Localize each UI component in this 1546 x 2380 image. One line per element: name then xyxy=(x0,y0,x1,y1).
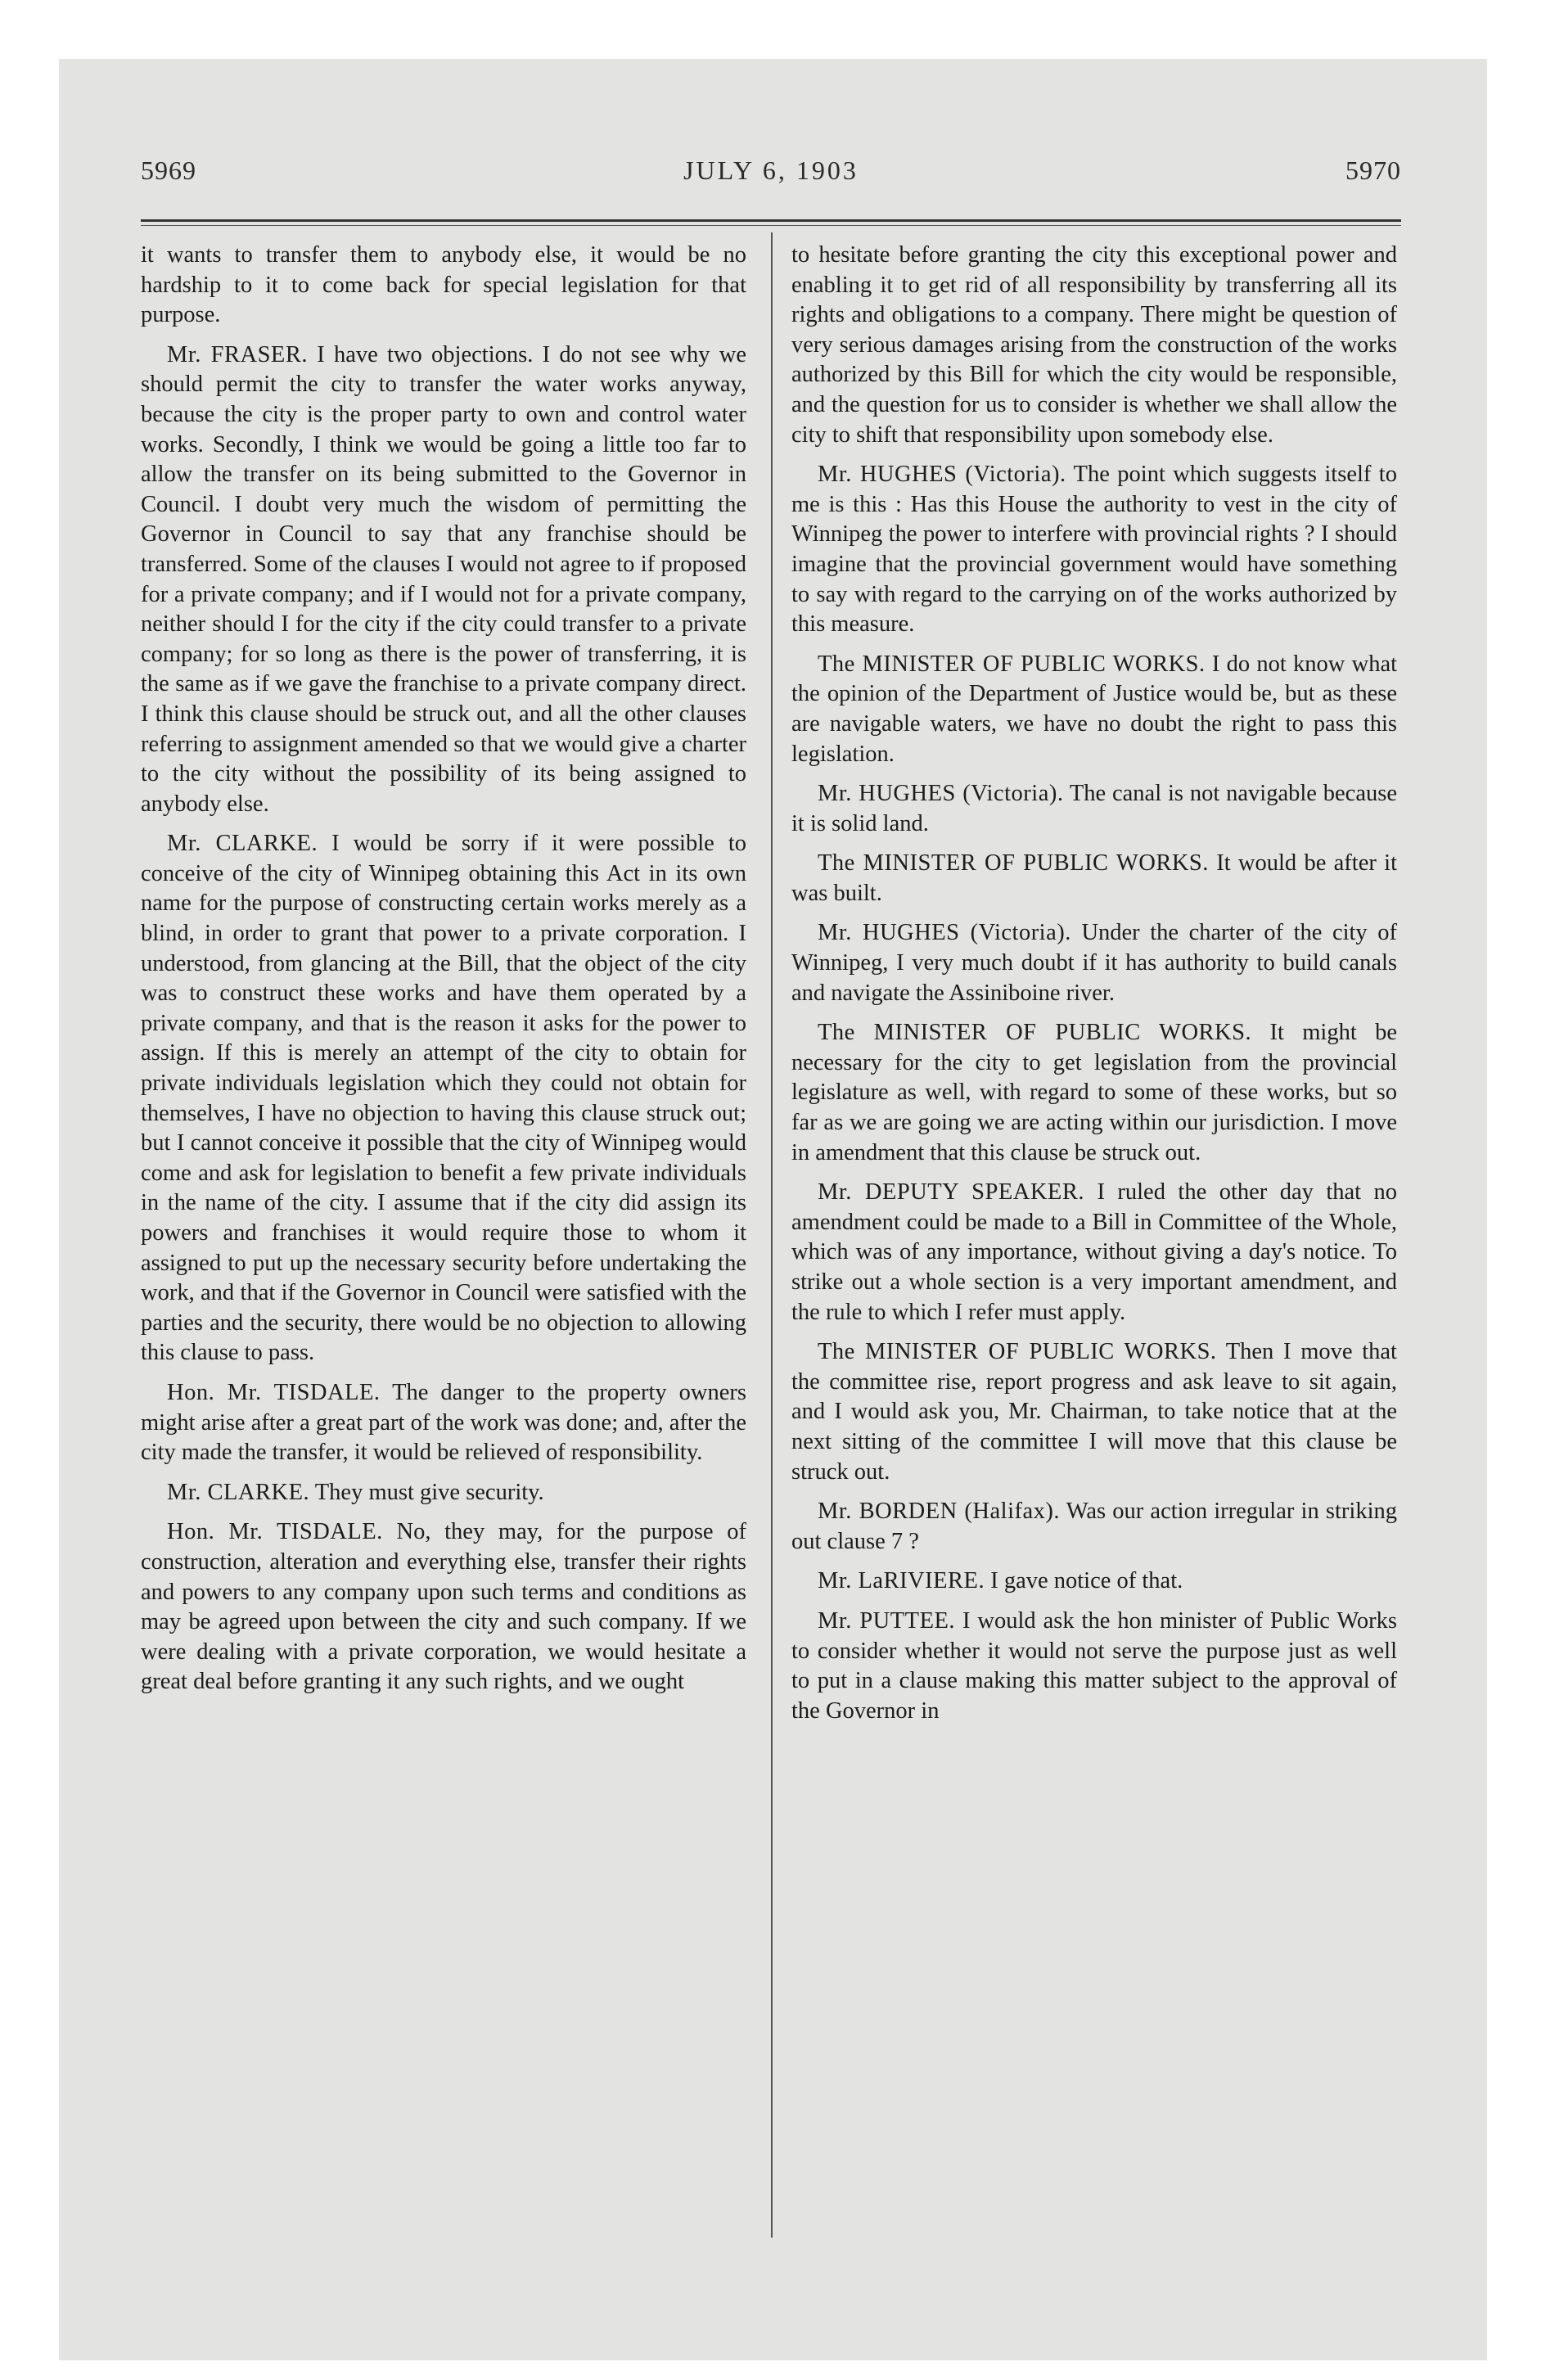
speech-text: Then I move that the committee rise, report progress and ask leave to sit again, and I would ask you, Mr. Chairman, to take notice that at the next sitting of the committee I will move that this clause be struck out. xyxy=(791,1339,1397,1485)
speech-text: No, they may, for the purpose of construction, alteration and everything else, transfer their rights and powers to any company upon such terms and conditions as may be agreed upon between the city and such company. If we were dealing with a private corporation, we would hesitate a great deal before granting it any such rights, and we ought xyxy=(141,1519,747,1695)
speech xyxy=(141,1378,746,1468)
speech xyxy=(791,779,1397,839)
header-rule-thin xyxy=(141,225,1401,226)
speaker-name: Mr. LaRIVIERE. xyxy=(818,1568,985,1594)
page-number-left: 5969 xyxy=(141,156,196,185)
speaker-name: Mr. HUGHES (Victoria). xyxy=(818,462,1066,488)
header-rule xyxy=(141,219,1401,222)
column-divider xyxy=(771,232,773,2238)
speech-text: It might be necessary for the city to get legislation from the provincial legislature as well, with regard to some of these works, but so far as we are going we are acting within our jurisdiction. I move in amendment that this clause be struck out. xyxy=(791,1020,1397,1165)
paragraph-text: to hesitate before granting the city this exceptional power and enabling it to get rid of all responsibility by transferring all its rights and obligations to a company. There might be question of very serious damages arising from the construction of the works authorized by this Bill for which the city would be responsible, and the question for us to consider is whether we shall allow the city to shift that responsibility upon somebody else. xyxy=(791,242,1397,448)
speech xyxy=(791,1497,1397,1557)
speech-text: The danger to the property owners might arise after a great part of the work was done; and, after the city made the transfer, it would be relieved of responsibility. xyxy=(141,1379,746,1466)
speaker-name: Mr. BORDEN (Halifax). xyxy=(818,1499,1061,1525)
paragraph xyxy=(141,241,746,331)
speaker-name: Mr. CLARKE. xyxy=(167,1479,310,1505)
speech-text: I would be sorry if it were possible to conceive of the city of Winnipeg obtaining this Act in its own name for the purpose of constructing certain works merely as a blind, in order to grant that power to a private corporation. I understood, from glancing at the Bill, that the object of the city was to construct these works and have them operated by a private company, and that is the reason it asks for the power to assign. If this is merely an attempt of the city to obtain for private individuals legislation which they could not obtain for themselves, I have no objection to having this clause struck out; but I cannot conceive it possible that the city of Winnipeg would come and ask for legislation to benefit a few private individuals in the name of the city. I assume that if the city did assign its powers and franchises it would require those to whom it assigned to put up the necessary security before undertaking the work, and that if the Governor in Council were satisfied with the parties and the security, there would be no objection to allowing this clause to pass. xyxy=(141,831,747,1366)
paragraph-text: it wants to transfer them to anybody else, it would be no hardship to it to come back for special legislation for that purpose. xyxy=(141,242,746,328)
speech xyxy=(141,829,746,1368)
speech-text: I have two objections. I do not see why we should permit the city to transfer the water works anyway, because the city is the proper party to own and control water works. Secondly, I think we would be going a little too far to allow the transfer on its being submitted to the Governor in Council. I doubt very much the wisdom of permitting the Governor in Council to say that any franchise should be transferred. Some of the clauses I would not agree to if proposed for a private company; and if I would not for a private company, neither should I for the city if the city could transfer to a private company; for so long as there is the power of transferring, it is the same as if we gave the franchise to a private company direct. I think this clause should be struck out, and all the other clauses referring to assignment amended so that we would give a charter to the city without the possibility of its being assigned to anybody else. xyxy=(141,341,746,817)
speaker-name: Mr. PUTTEE. xyxy=(818,1607,956,1634)
speech xyxy=(791,918,1397,1008)
speech-text: I ruled the other day that no amendment could be made to a Bill in Committee of the Whole, which was of any importance, without giving a day's notice. To strike out a whole section is a very important amendment, and the rule to which I refer must apply. xyxy=(791,1179,1398,1325)
speech-text: I gave notice of that. xyxy=(990,1568,1183,1594)
running-head xyxy=(141,156,1401,196)
speech-text: Under the charter of the city of Winnipeg, I very much doubt if it has authority to build canals and navigate the Assiniboine river. xyxy=(791,920,1397,1006)
speaker-name: The MINISTER OF PUBLIC WORKS. xyxy=(818,1339,1217,1365)
speech xyxy=(791,1566,1397,1597)
speaker-name: Mr. CLARKE. xyxy=(167,831,318,857)
speaker-name: Mr. HUGHES (Victoria). xyxy=(818,781,1064,807)
speaker-name: Hon. Mr. TISDALE. xyxy=(167,1519,383,1545)
page-date: JULY 6, 1903 xyxy=(683,156,859,185)
speech xyxy=(791,849,1397,908)
speech xyxy=(791,1178,1397,1327)
right-column xyxy=(791,241,1397,1736)
speech xyxy=(141,1478,746,1508)
speaker-name: Hon. Mr. TISDALE. xyxy=(167,1379,381,1405)
page-number-right: 5970 xyxy=(1345,156,1401,185)
scanned-page xyxy=(59,59,1487,2360)
speech xyxy=(791,1018,1397,1168)
speaker-name: The MINISTER OF PUBLIC WORKS. xyxy=(818,1020,1252,1046)
speech xyxy=(791,1607,1397,1726)
speaker-name: Mr. FRASER. xyxy=(167,341,308,367)
speech xyxy=(141,1517,746,1697)
speech xyxy=(791,460,1397,640)
speech-text: Was our action irregular in striking out clause 7 ? xyxy=(791,1499,1397,1554)
speech xyxy=(141,340,746,820)
speech xyxy=(791,650,1397,769)
speech-text: The point which suggests itself to me is this : Has this House the authority to vest in the city of Winnipeg the power to interfere with provincial rights ? I should imagine that the provincial government would have something to say with regard to the carrying on of the works authorized by this measure. xyxy=(791,462,1397,638)
speaker-name: The MINISTER OF PUBLIC WORKS. xyxy=(818,850,1209,877)
left-column xyxy=(141,241,746,1707)
speech-text: The canal is not navigable because it is solid land. xyxy=(791,781,1397,836)
speaker-name: The MINISTER OF PUBLIC WORKS. xyxy=(818,651,1206,677)
speech-text: It would be after it was built. xyxy=(791,850,1397,906)
speech-text: I do not know what the opinion of the Department of Justice would be, but as these are navigable waters, we have no doubt the right to pass this legislation. xyxy=(791,651,1398,767)
speech-text: They must give security. xyxy=(314,1479,544,1505)
speech-text: I would ask the hon minister of Public Works to consider whether it would not serve the purpose just as well to put in a clause making this matter subject to the approval of the Governor in xyxy=(791,1607,1398,1724)
page xyxy=(59,59,1487,2360)
speech xyxy=(791,1337,1397,1487)
paragraph xyxy=(791,241,1397,450)
speaker-name: Mr. HUGHES (Victoria). xyxy=(818,920,1071,946)
speaker-name: Mr. DEPUTY SPEAKER. xyxy=(818,1179,1084,1206)
